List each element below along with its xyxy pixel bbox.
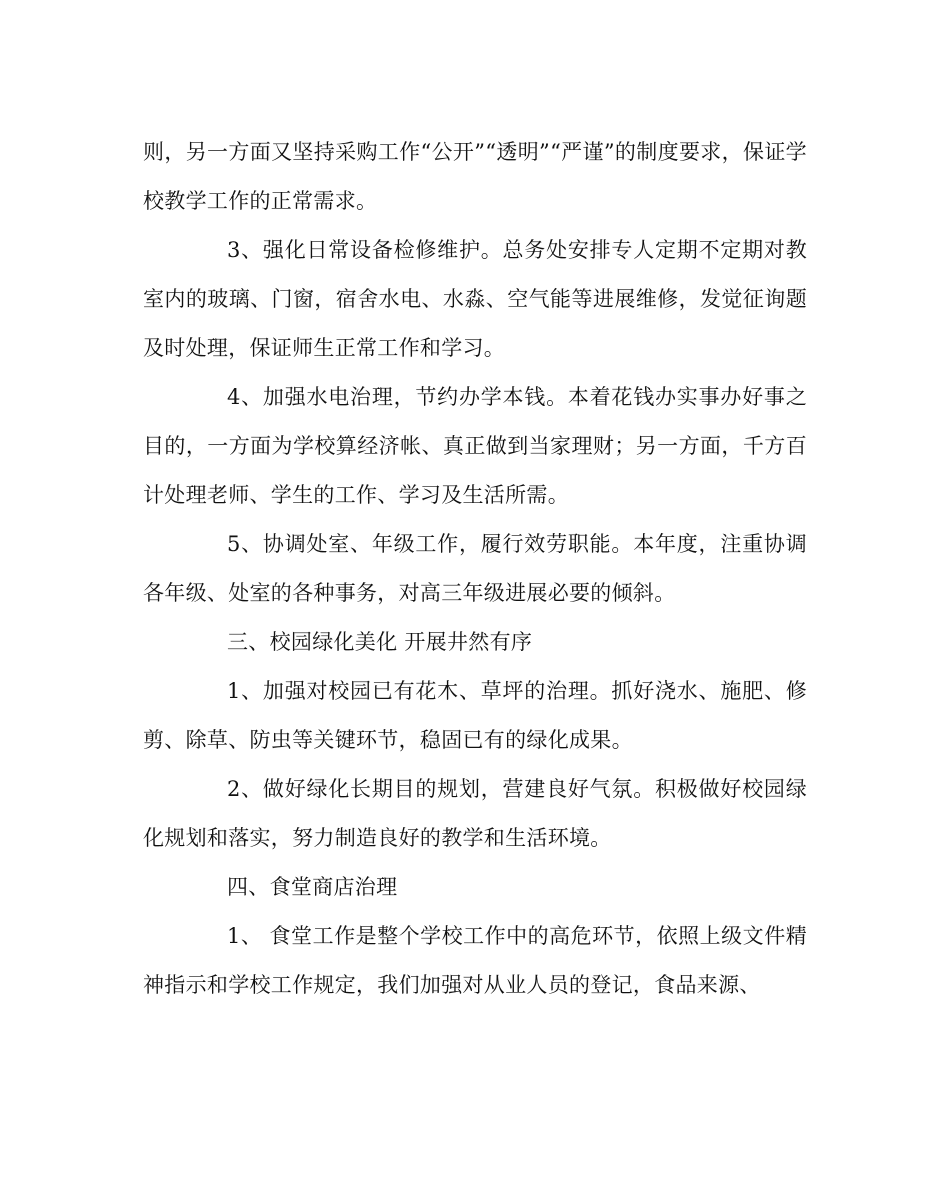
document-body	[143, 128, 807, 1010]
paragraph-greening-plan: 2、做好绿化长期目的规划，营建良好气氛。积极做好校园绿化规划和落实，努力制造良好的教学和生活环境。	[143, 777, 807, 850]
paragraph-utilities-management: 4、加强水电治理，节约办学本钱。本着花钱办实事办好事之目的，一方面为学校算经济帐、真正做到当家理财；另一方面，千方百计处理老师、学生的工作、学习及生活所需。	[143, 385, 807, 507]
paragraph-continuation: 则，另一方面又坚持采购工作“公开”“透明”“严谨”的制度要求，保证学校教学工作的正常需求。	[143, 140, 807, 213]
paragraph-canteen-work: 1、 食堂工作是整个学校工作中的高危环节，依照上级文件精神指示和学校工作规定，我们加强对从业人员的登记，食品来源、	[143, 924, 807, 997]
section-heading-greening: 三、校园绿化美化 开展井然有序	[227, 630, 533, 654]
section-heading-canteen: 四、食堂商店治理	[227, 875, 398, 899]
paragraph-coordination: 5、协调处室、年级工作，履行效劳职能。本年度，注重协调各年级、处室的各种事务，对高三年级进展必要的倾斜。	[143, 532, 807, 605]
paragraph-equipment-maintenance: 3、强化日常设备检修维护。总务处安排专人定期不定期对教室内的玻璃、门窗，宿舍水电、水淼、空气能等进展维修，发觉征询题及时处理，保证师生正常工作和学习。	[143, 238, 807, 360]
paragraph-plant-care: 1、加强对校园已有花木、草坪的治理。抓好浇水、施肥、修剪、除草、防虫等关键环节，稳固已有的绿化成果。	[143, 679, 807, 752]
